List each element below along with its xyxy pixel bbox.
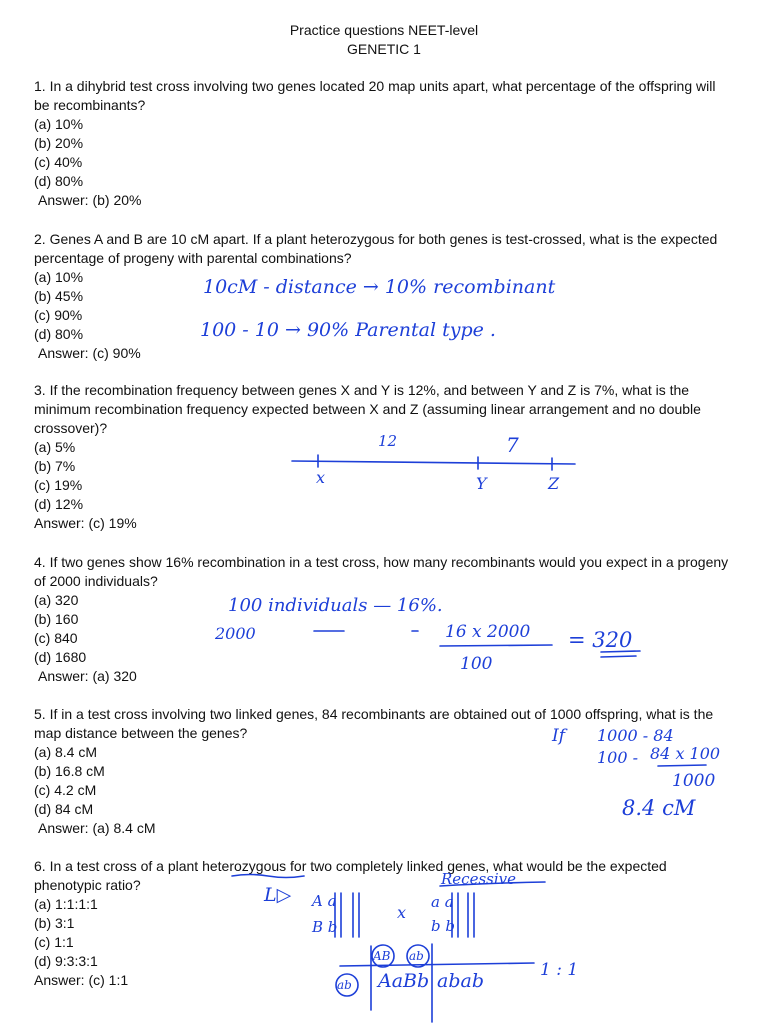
option-b: (b) 7% <box>34 458 76 474</box>
handwritten-note-q4-denominator: 100 <box>460 654 493 674</box>
option-b: (b) 16.8 cM <box>34 763 105 779</box>
option-c: (c) 40% <box>34 154 83 170</box>
q4-underline-2 <box>601 656 636 657</box>
option-c: (c) 90% <box>34 307 83 323</box>
option-d: (d) 80% <box>34 173 84 189</box>
answer: Answer: (b) 20% <box>38 192 142 208</box>
handwritten-note-q6-parent2-top: a a <box>431 893 454 911</box>
handwritten-note-q5-result: 8.4 cM <box>622 796 696 820</box>
option-a: (a) 320 <box>34 592 79 608</box>
option-c: (c) 19% <box>34 477 83 493</box>
answer: Answer: (c) 1:1 <box>34 972 129 988</box>
question-stem: 6. In a test cross of a plant heterozygous for two completely linked genes, what would be the expected phenotypic ratio? <box>34 858 667 893</box>
handwritten-note-q6-ratio: 1 : 1 <box>540 960 579 980</box>
handwritten-note-q6-cell1: AaBb <box>378 970 430 992</box>
handwritten-note-q2-line1: 10cM - distance → 10% recombinant <box>203 276 556 298</box>
option-c: (c) 840 <box>34 630 78 646</box>
answer: Answer: (a) 320 <box>38 668 137 684</box>
option-a: (a) 8.4 cM <box>34 744 98 760</box>
handwritten-note-q4-numerator: 16 x 2000 <box>445 622 531 642</box>
gene-y-label: Y <box>476 474 487 493</box>
option-d: (d) 9:3:3:1 <box>34 953 98 969</box>
handwritten-note-q6-cross: x <box>397 903 407 922</box>
gamete-circle-1 <box>372 945 394 967</box>
handwritten-note-q6-recessive: Recessive <box>441 870 516 888</box>
question-stem: 3. If the recombination frequency between genes X and Y is 12%, and between Y and Z is 7%, what is the minimum recombination frequency expected between X and Z (assuming linear arrangement and no double crossover)? <box>34 382 701 436</box>
gene-map-yz-distance: 7 <box>506 433 519 457</box>
option-c: (c) 1:1 <box>34 934 74 950</box>
q5-fraction-bar <box>658 765 706 766</box>
gene-x-label: x <box>316 468 326 487</box>
gamete-circle-3 <box>336 974 358 996</box>
option-c: (c) 4.2 cM <box>34 782 97 798</box>
handwritten-note-q5-line2b: 84 x 100 <box>650 744 721 763</box>
answer: Answer: (c) 19% <box>34 515 137 531</box>
option-d: (d) 1680 <box>34 649 87 665</box>
q4-fraction-bar <box>440 645 552 646</box>
document-title-line2: GENETIC 1 <box>347 41 421 57</box>
question-stem: 2. Genes A and B are 10 cM apart. If a plant heterozygous for both genes is test-crossed, what is the expected percentage of progeny with parental combinations? <box>34 231 718 266</box>
handwritten-note-q5-line2a: 100 - <box>597 748 639 767</box>
gene-map-line <box>292 461 575 464</box>
document-title-line1: Practice questions NEET-level <box>289 22 479 38</box>
question-stem: 4. If two genes show 16% recombination in a test cross, how many recombinants would you expect in a progeny of 2000 individuals? <box>34 554 729 589</box>
question-stem: 5. If in a test cross involving two linked genes, 84 recombinants are obtained out of 1000 offspring, what is the map distance between the genes? <box>34 706 714 741</box>
handwritten-note-q6-parent1-bottom: B b <box>312 918 338 936</box>
handwritten-note-q6-gamete3: ab <box>337 978 352 992</box>
handwritten-note-q4-result: = 320 <box>568 628 633 652</box>
q6-underline-wavy <box>232 875 304 878</box>
option-d: (d) 84 cM <box>34 801 94 817</box>
gene-map-xy-distance: 12 <box>378 432 398 450</box>
option-b: (b) 160 <box>34 611 79 627</box>
handwritten-note-q2-line2: 100 - 10 → 90% Parental type . <box>200 319 496 341</box>
answer: Answer: (c) 90% <box>38 345 141 361</box>
handwritten-note-q6-parent1-top: A a <box>312 892 337 910</box>
handwritten-note-q4-line1: 100 individuals — 16%. <box>228 595 443 616</box>
gamete-circle-2 <box>407 945 429 967</box>
q4-underline-1 <box>601 651 640 652</box>
q6-recessive-underline <box>440 882 545 886</box>
option-b: (b) 45% <box>34 288 84 304</box>
handwritten-note-q4-2000: 2000 <box>215 624 256 643</box>
option-a: (a) 10% <box>34 116 84 132</box>
handwritten-note-q6-gamete2: ab <box>409 949 424 963</box>
option-a: (a) 1:1:1:1 <box>34 896 98 912</box>
handwritten-note-q5-denominator: 1000 <box>672 771 716 791</box>
question-stem: 1. In a dihybrid test cross involving two genes located 20 map units apart, what percentage of the offspring will be recombinants? <box>34 78 716 113</box>
answer: Answer: (a) 8.4 cM <box>38 820 156 836</box>
option-d: (d) 12% <box>34 496 84 512</box>
option-d: (d) 80% <box>34 326 84 342</box>
option-b: (b) 20% <box>34 135 84 151</box>
gene-z-label: Z <box>548 474 560 493</box>
handwritten-note-q6-gamete1: AB <box>373 949 391 963</box>
handwritten-note-q6-cell2: abab <box>437 970 484 992</box>
option-a: (a) 10% <box>34 269 84 285</box>
option-b: (b) 3:1 <box>34 915 75 931</box>
handwritten-note-q6-parent2-bottom: b b <box>431 917 455 935</box>
punnett-horizontal <box>340 963 534 966</box>
option-a: (a) 5% <box>34 439 76 455</box>
handwritten-note-q5-if: If <box>552 726 566 746</box>
handwritten-note-q6-arrow: L▷ <box>264 884 292 906</box>
handwritten-note-q5-line1: 1000 - 84 <box>597 726 674 745</box>
